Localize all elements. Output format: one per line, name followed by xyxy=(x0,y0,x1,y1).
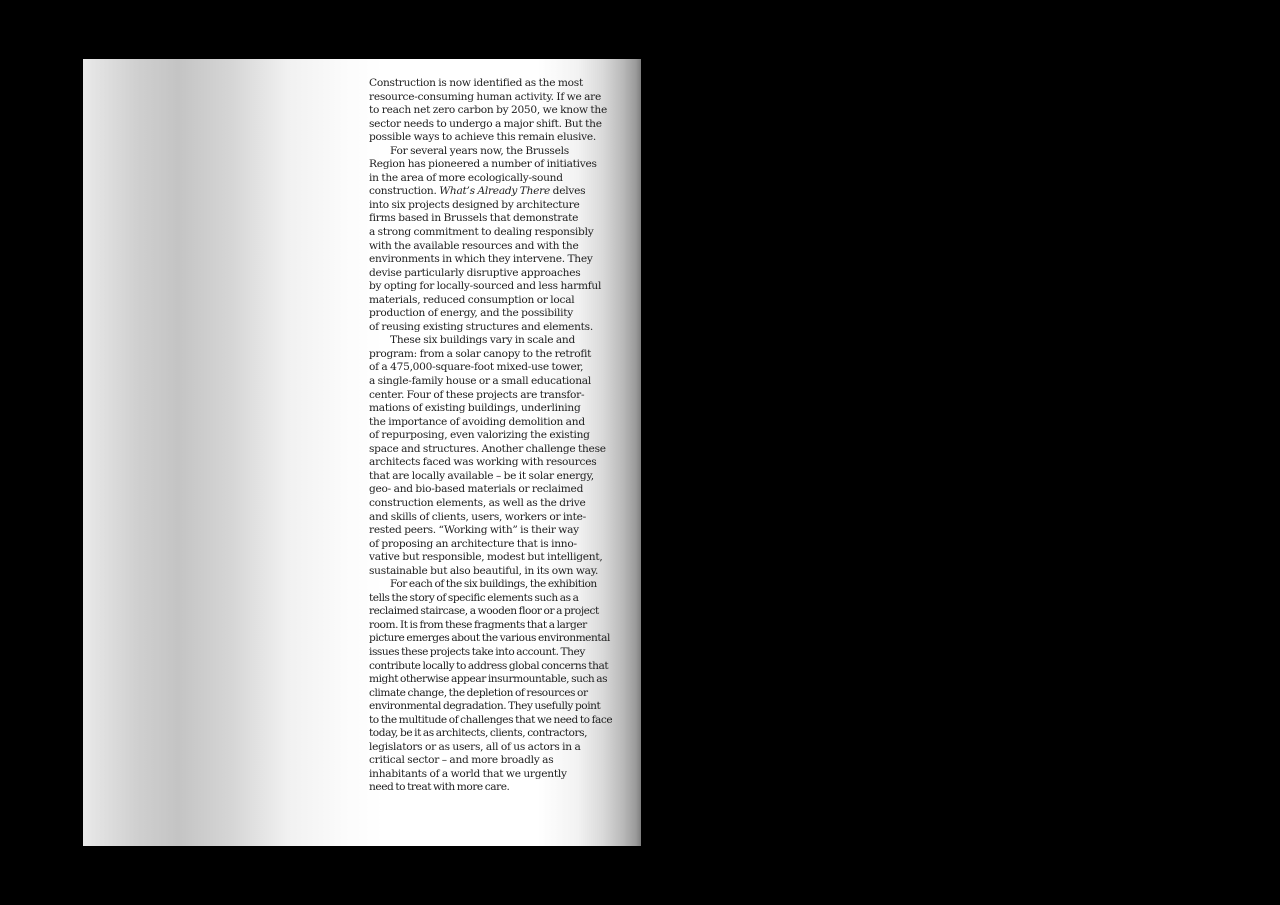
text-fragment: construction. xyxy=(369,185,437,198)
text-line: program: from a solar canopy to the retrofit xyxy=(369,347,592,360)
text-line: critical sector – and more broadly as xyxy=(369,754,554,767)
text-line: reclaimed staircase, a wooden floor or a project xyxy=(369,605,599,618)
text-line-with-title xyxy=(369,185,625,199)
text-line: geo- and bio-based materials or reclaimed xyxy=(369,483,584,496)
text-line: center. Four of these projects are transfor- xyxy=(369,388,585,401)
text-line: by opting for locally-sourced and less harmful xyxy=(369,280,602,293)
text-line: to reach net zero carbon by 2050, we know the xyxy=(369,104,608,117)
text-line: room. It is from these fragments that a larger xyxy=(369,618,587,631)
book-page xyxy=(83,59,641,846)
text-line: possible ways to achieve this remain elusive. xyxy=(369,131,596,144)
text-line: firms based in Brussels that demonstrate xyxy=(369,212,579,225)
text-line: of repurposing, even valorizing the existing xyxy=(369,429,590,442)
text-line: Construction is now identified as the most xyxy=(369,77,583,89)
text-fragment: delves xyxy=(552,185,586,198)
text-line: environmental degradation. They usefully point xyxy=(369,700,601,713)
text-line: with the available resources and with the xyxy=(369,239,579,252)
text-line: architects faced was working with resources xyxy=(369,456,597,469)
text-line: legislators or as users, all of us actors in a xyxy=(369,740,581,753)
text-line: space and structures. Another challenge these xyxy=(369,442,606,455)
text-line: production of energy, and the possibility xyxy=(369,307,574,320)
body-text xyxy=(369,77,625,795)
exhibition-title: What’s Already There xyxy=(439,185,551,198)
text-line: materials, reduced consumption or local xyxy=(369,293,575,306)
text-line: a strong commitment to dealing responsibly xyxy=(369,226,594,239)
text-line: environments in which they intervene. They xyxy=(369,253,593,266)
text-line: contribute locally to address global concerns that xyxy=(369,659,609,672)
text-line: rested peers. “Working with” is their way xyxy=(369,524,579,537)
text-line: a single-family house or a small educational xyxy=(369,375,591,388)
text-line: issues these projects take into account. They xyxy=(369,645,585,658)
paragraph-start-line: These six buildings vary in scale and xyxy=(390,334,576,347)
text-line: sector needs to undergo a major shift. But the xyxy=(369,117,602,130)
text-line: mations of existing buildings, underlining xyxy=(369,402,581,415)
text-line: and skills of clients, users, workers or inte- xyxy=(369,510,586,523)
text-line: the importance of avoiding demolition and xyxy=(369,415,585,428)
text-line: of proposing an architecture that is inno- xyxy=(369,537,577,550)
text-line: devise particularly disruptive approaches xyxy=(369,266,581,279)
text-line: of reusing existing structures and elements. xyxy=(369,320,593,333)
text-line: construction elements, as well as the drive xyxy=(369,496,586,509)
text-line: to the multitude of challenges that we need to face xyxy=(369,713,613,726)
text-line: Region has pioneered a number of initiatives xyxy=(369,158,597,171)
text-line: that are locally available – be it solar energy, xyxy=(369,469,594,482)
paragraph-start-line: For each of the six buildings, the exhibition xyxy=(390,578,597,591)
text-line: in the area of more ecologically-sound xyxy=(369,171,563,184)
text-line: into six projects designed by architecture xyxy=(369,198,580,211)
text-line: tells the story of specific elements such as a xyxy=(369,591,579,604)
text-line: of a 475,000-square-foot mixed-use tower, xyxy=(369,361,584,374)
text-line: sustainable but also beautiful, in its own way. xyxy=(369,564,599,577)
text-line: today, be it as architects, clients, contractors, xyxy=(369,727,587,740)
paragraph-start-line: For several years now, the Brussels xyxy=(390,144,569,157)
text-line: inhabitants of a world that we urgently xyxy=(369,767,567,780)
text-line: resource-consuming human activity. If we are xyxy=(369,90,601,103)
text-line: climate change, the depletion of resources or xyxy=(369,686,588,699)
text-line: need to treat with more care. xyxy=(369,781,510,794)
text-line: might otherwise appear insurmountable, such as xyxy=(369,673,608,686)
text-line: picture emerges about the various environmental xyxy=(369,632,610,645)
text-line: vative but responsible, modest but intelligent, xyxy=(369,551,603,564)
